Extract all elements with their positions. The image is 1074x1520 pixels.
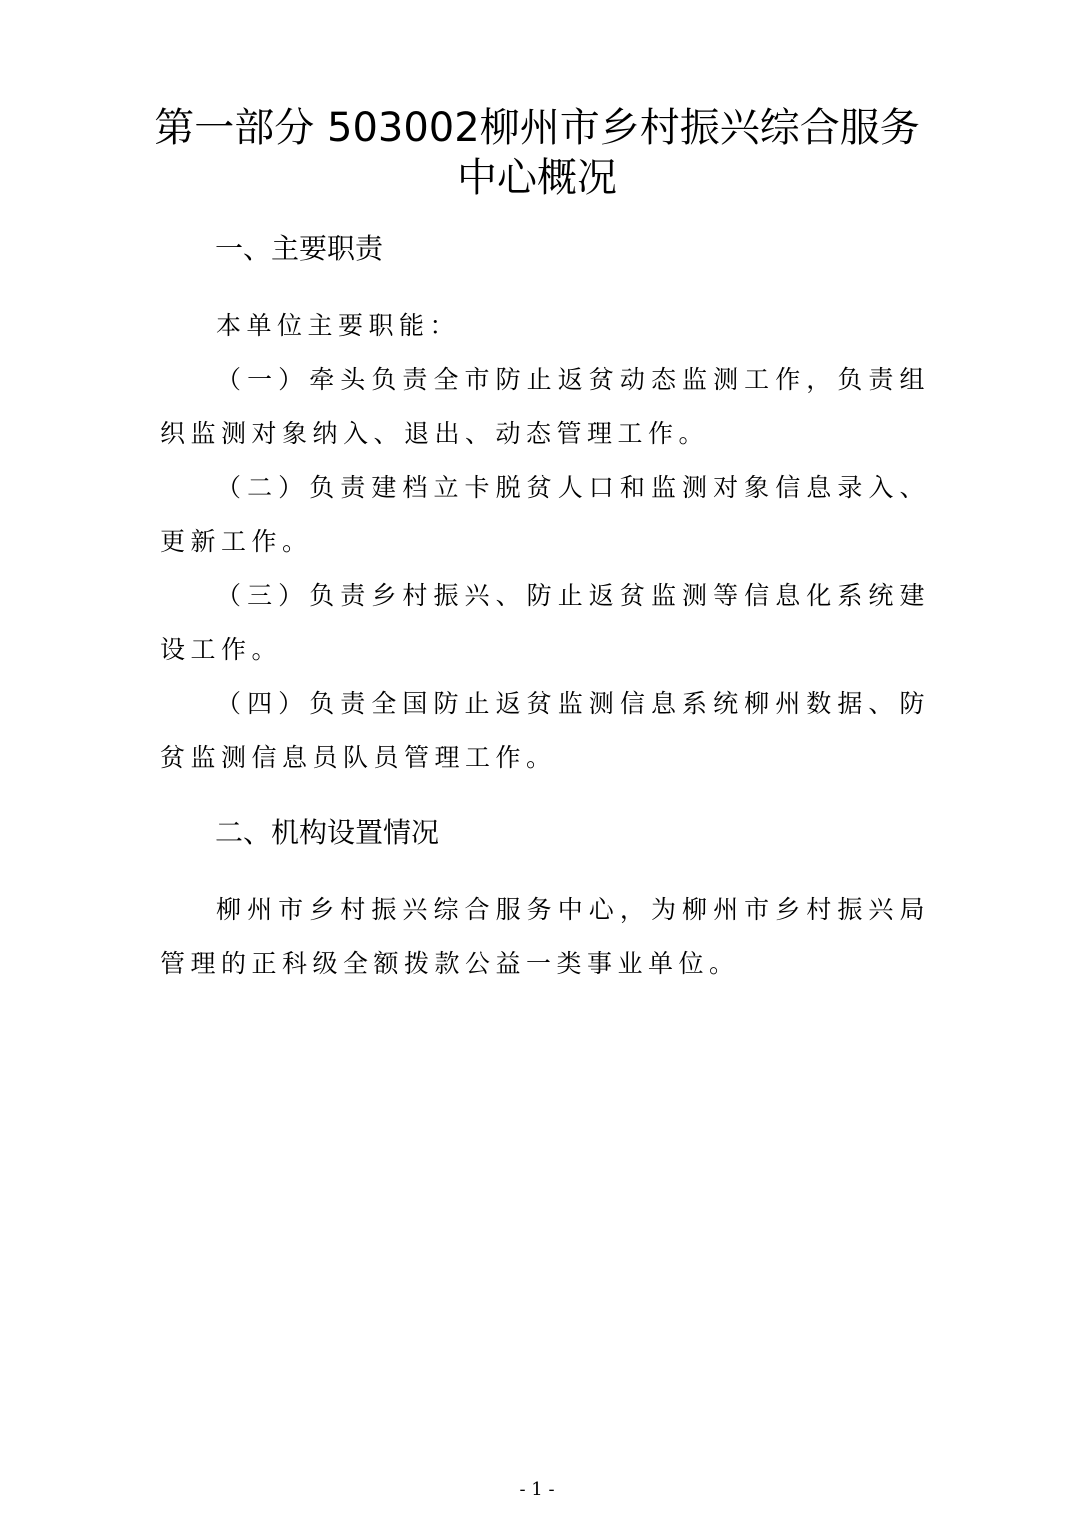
organization-body: 柳州市乡村振兴综合服务中心，为柳州市乡村振兴局管理的正科级全额拨款公益一类事业单位。 bbox=[160, 895, 930, 978]
section-heading-organization: 二、机构设置情况 bbox=[215, 816, 440, 849]
section-heading-responsibilities: 一、主要职责 bbox=[215, 232, 384, 265]
responsibility-item-4: （四）负责全国防止返贫监测信息系统柳州数据、防贫监测信息员队员管理工作。 bbox=[160, 689, 930, 772]
responsibilities-intro: 本单位主要职能： bbox=[216, 311, 461, 340]
responsibility-item-1: （一）牵头负责全市防止返贫动态监测工作，负责组织监测对象纳入、退出、动态管理工作。 bbox=[160, 365, 930, 448]
title-line-1: 第一部分 503002柳州市乡村振兴综合服务 bbox=[154, 105, 920, 151]
page-number: - 1 - bbox=[519, 1479, 555, 1500]
responsibility-item-3: （三）负责乡村振兴、防止返贫监测等信息化系统建设工作。 bbox=[160, 581, 930, 664]
title-line-2: 中心概况 bbox=[457, 155, 617, 201]
responsibility-item-2: （二）负责建档立卡脱贫人口和监测对象信息录入、更新工作。 bbox=[160, 473, 930, 556]
document-title bbox=[150, 103, 924, 203]
